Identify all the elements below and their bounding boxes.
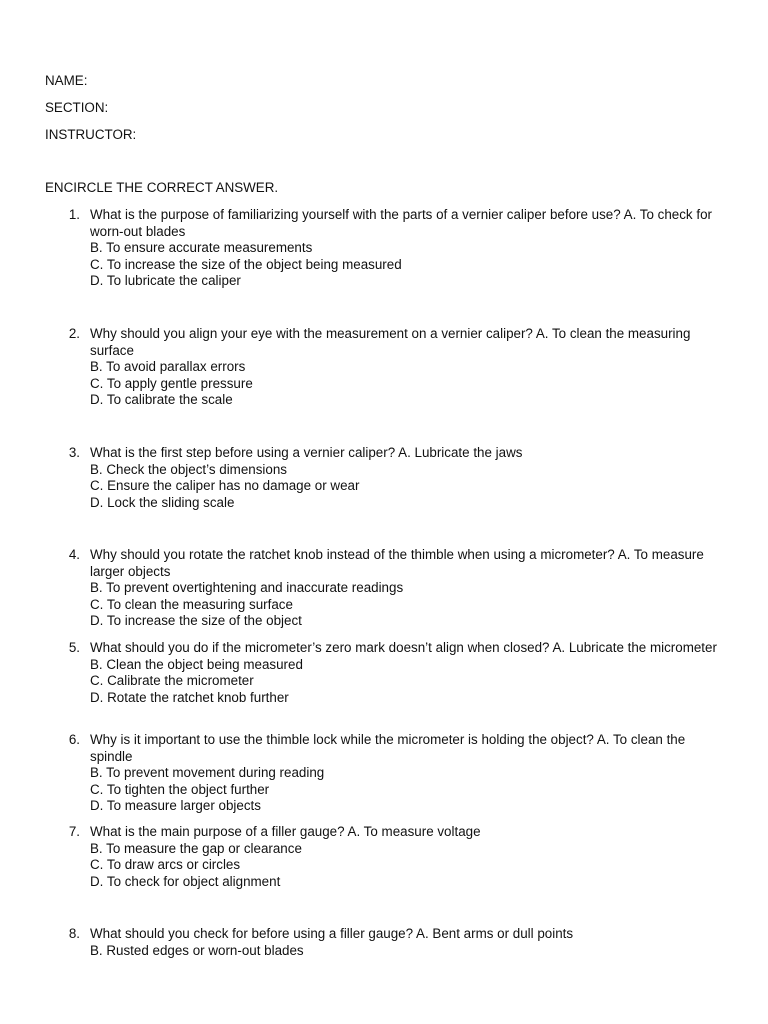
option-d: D. To calibrate the scale (90, 392, 233, 407)
option-c: C. Ensure the caliper has no damage or wear (90, 478, 360, 493)
question-number: 2. (68, 326, 80, 341)
section-label: SECTION: (45, 100, 109, 115)
option-d: D. Lock the sliding scale (90, 494, 235, 510)
option-c: C. To tighten the object further (90, 781, 270, 797)
question-number: 8. (68, 926, 80, 941)
question-text: What should you check for before using a filler gauge? A. Bent arms or dull points (90, 926, 574, 941)
option-c: C. To increase the size of the object being measured (90, 256, 402, 272)
question-text: Why should you align your eye with the measurement on a vernier caliper? A. To clean the measuring surface (90, 326, 691, 358)
option-b: B. To prevent movement during reading (90, 765, 325, 780)
option-d: D. To lubricate the caliper (90, 273, 241, 288)
question-number: 3. (68, 445, 80, 460)
option-c: C. To clean the measuring surface (90, 596, 293, 612)
option-b: B. To measure the gap or clearance (90, 840, 302, 856)
question-text: What should you do if the micrometer’s zero mark doesn’t align when closed? A. Lubricate the micrometer (90, 640, 717, 655)
option-b: B. To prevent overtightening and inaccurate readings (90, 580, 404, 595)
option-b: B. Rusted edges or worn-out blades (90, 942, 304, 958)
question-number: 4. (68, 547, 80, 562)
option-b: B. To avoid parallax errors (90, 359, 246, 374)
question-body (90, 207, 720, 290)
question-body (90, 824, 720, 890)
option-d: D. Rotate the ratchet knob further (90, 689, 289, 705)
question-number: 7. (68, 824, 80, 839)
name-label: NAME: (45, 73, 88, 88)
question-number: 6. (68, 732, 80, 747)
question-number: 5. (68, 640, 80, 655)
question-body (90, 732, 720, 815)
question-text: What is the first step before using a vernier caliper? A. Lubricate the jaws (90, 445, 523, 460)
question-text: Why is it important to use the thimble lock while the micrometer is holding the object? A. To clean the spindle (90, 732, 686, 764)
option-d: D. To check for object alignment (90, 873, 281, 889)
question-body (90, 640, 720, 706)
question-body (90, 547, 720, 630)
question-number: 1. (68, 207, 80, 222)
option-d: D. To measure larger objects (90, 798, 261, 813)
option-b: B. Clean the object being measured (90, 656, 303, 672)
question-text: What is the purpose of familiarizing yourself with the parts of a vernier caliper before use? A. To check for worn-out blades (90, 207, 712, 239)
option-c: C. Calibrate the micrometer (90, 673, 254, 688)
question-body (90, 445, 720, 511)
question-body (90, 326, 720, 409)
instructor-label: INSTRUCTOR: (45, 127, 137, 142)
instructions-heading: ENCIRCLE THE CORRECT ANSWER. (45, 180, 279, 195)
option-d: D. To increase the size of the object (90, 613, 302, 628)
option-b: B. Check the object’s dimensions (90, 461, 287, 477)
question-text: What is the main purpose of a filler gauge? A. To measure voltage (90, 824, 481, 839)
option-c: C. To apply gentle pressure (90, 375, 253, 391)
question-text: Why should you rotate the ratchet knob instead of the thimble when using a micrometer? A. To measure larger objects (90, 547, 704, 579)
question-body (90, 926, 720, 959)
option-c: C. To draw arcs or circles (90, 857, 241, 872)
option-b: B. To ensure accurate measurements (90, 240, 313, 255)
